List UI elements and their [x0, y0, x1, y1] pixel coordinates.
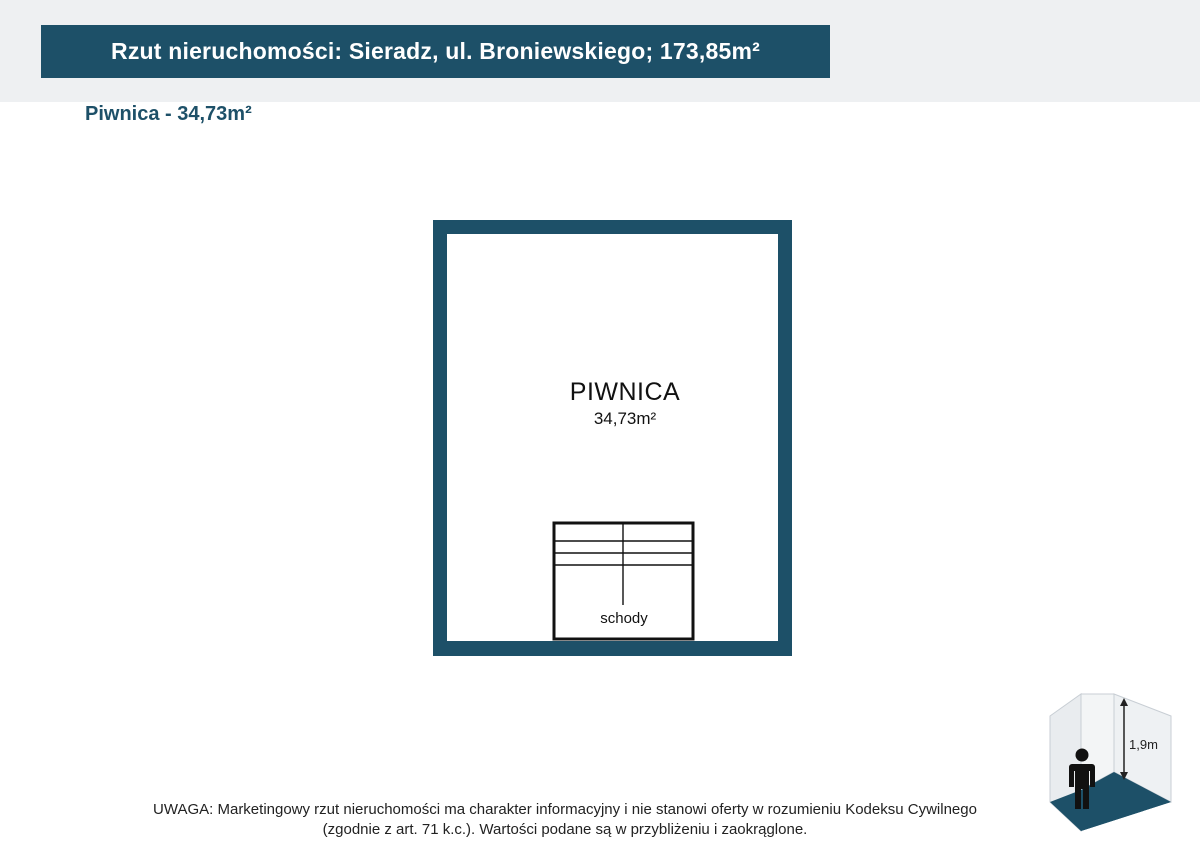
- floor-subtitle: Piwnica - 34,73m²: [85, 103, 252, 125]
- disclaimer-line-2: (zgodnie z art. 71 k.c.). Wartości podane są w przybliżeniu i zaokrąglone.: [322, 821, 808, 838]
- room-area: 34,73m²: [593, 409, 657, 428]
- disclaimer-line-1: UWAGA: Marketingowy rzut nieruchomości ma charakter informacyjny i nie stanowi oferty w rozumieniu Kodeksu Cywilnego: [153, 801, 977, 818]
- page-title-text: Rzut nieruchomości: Sieradz, ul. Broniewskiego; 173,85m²: [111, 38, 760, 64]
- room-name: PIWNICA: [569, 378, 681, 406]
- stairs-label: schody: [600, 610, 648, 627]
- disclaimer: [40, 800, 1090, 840]
- ceiling-height-label: 1,9m: [1129, 737, 1158, 752]
